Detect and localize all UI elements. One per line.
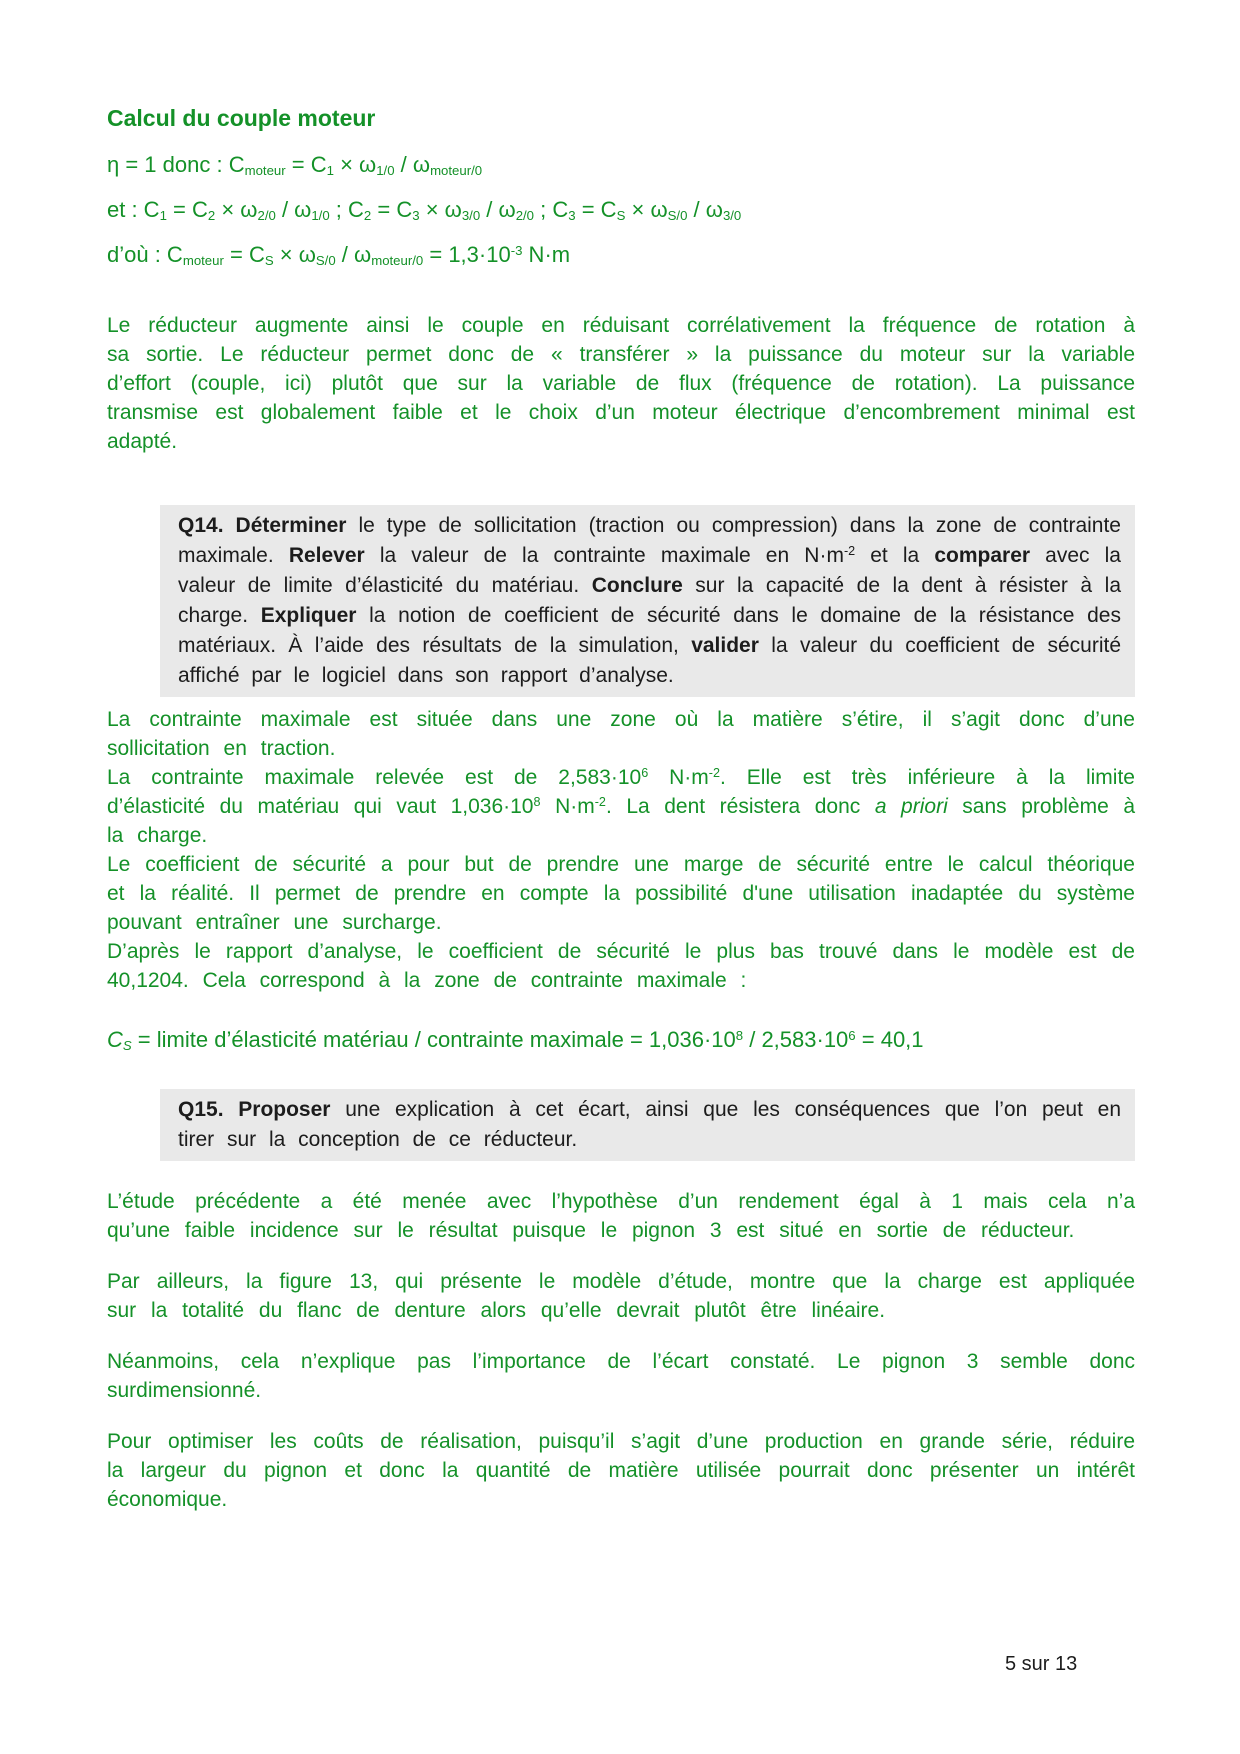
page-content (107, 104, 1135, 1514)
page-number: 5 sur 13 (1005, 1653, 1078, 1675)
answer-paragraph-safety-coefficient: Le coefficient de sécurité a pour but de prendre une marge de sécurité entre le calcul théorique et la réalité. Il permet de prendre en compte la possibilité d'une utilisation inadaptée du système pouvant entraîner une surcharge. (107, 853, 1135, 934)
q14-answer (107, 705, 1135, 995)
q15-answer (107, 1187, 1135, 1514)
answer-paragraph-stress-values: La contrainte maximale relevée est de $2,583\cdot 10^6$ $N\cdot m^{-2}$. Elle est très inférieure à la limite d’élasticité du matériau qui vaut $1,036\cdot 10^8$ $N\cdot m^{-2}$. La dent résistera donc a priori sans problème à la charge. (107, 766, 1135, 847)
formula-motor-torque: η = 1 donc : $C_{moteur} = C_1 \times \omega_{1/0} / \omega_{moteur/0}$ (107, 152, 483, 178)
answer-paragraph-report: D’après le rapport d’analyse, le coefficient de sécurité le plus bas trouvé dans le modèle est de 40,1204. Cela correspond à la zone de contrainte maximale : (107, 940, 1135, 992)
formula-torque-chain: et : $C_1 = C_2 \times \omega_{2/0} / \omega_{1/0}$ ; $C_2 = C_3 \times \omega_{3/0} / \omega_{2/0}$ ; $C_3 = C_S \times \omega_{S/0} / \omega_{3/0}$ (107, 197, 742, 223)
formula-motor-torque-result: d’où : $C_{moteur} = C_S \times \omega_{S/0} / \omega_{moteur/0} = 1,3\cdot 10^{-3}$ N·m (107, 242, 571, 268)
safety-coefficient-formula: $C_S$ = limite d’élasticité matériau / contrainte maximale = $1,036\cdot 10^8 / 2,583\cdot 10^6 = 40,1$ (107, 1027, 924, 1053)
question-q15-text: Q15. Proposer une explication à cet écart, ainsi que les conséquences que l’on peut en tirer sur la conception de ce réducteur. (178, 1098, 1121, 1151)
question-q14-text: Q14. Déterminer le type de sollicitation (traction ou compression) dans la zone de contrainte maximale. Relever la valeur de la contrainte maximale en $N\cdot m^{-2}$ et la comparer avec la valeur de limite d’élasticité du matériau. Conclure sur la capacité de la dent à résister à la charge. Expliquer la notion de coefficient de sécurité dans le domaine de la résistance des matériaux. À l’aide des résultats de la simulation, valider la valeur du coefficient de sécurité affiché par le logiciel dans son rapport d’analyse. (178, 514, 1121, 687)
closing-paragraph-costs: Pour optimiser les coûts de réalisation, puisqu’il s’agit d’une production en grande série, réduire la largeur du pignon et donc la quantité de matière utilisée pourrait donc présenter un intérêt économique. (107, 1430, 1135, 1511)
question-q15-block (160, 1089, 1135, 1161)
intro-paragraph: Le réducteur augmente ainsi le couple en réduisant corrélativement la fréquence de rotation à sa sortie. Le réducteur permet donc de « transférer » la puissance du moteur sur la variable d’effort (couple, ici) plutôt que sur la variable de flux (fréquence de rotation). La puissance transmise est globalement faible et le choix d’un moteur électrique d’encombrement minimal est adapté. (107, 314, 1135, 453)
closing-paragraph-hypothesis: L’étude précédente a été menée avec l’hypothèse d’un rendement égal à 1 mais cela n’a qu’une faible incidence sur le résultat puisque le pignon 3 est situé en sortie de réducteur. (107, 1190, 1135, 1242)
closing-paragraph-oversized: Néanmoins, cela n’explique pas l’importance de l’écart constaté. Le pignon 3 semble donc surdimensionné. (107, 1350, 1135, 1402)
question-q14-block (160, 505, 1135, 697)
answer-paragraph-traction: La contrainte maximale est située dans une zone où la matière s’étire, il s’agit donc d’une sollicitation en traction. (107, 708, 1135, 760)
section-heading: Calcul du couple moteur (107, 105, 376, 131)
closing-paragraph-figure13: Par ailleurs, la figure 13, qui présente le modèle d’étude, montre que la charge est appliquée sur la totalité du flanc de denture alors qu’elle devrait plutôt être linéaire. (107, 1270, 1135, 1322)
